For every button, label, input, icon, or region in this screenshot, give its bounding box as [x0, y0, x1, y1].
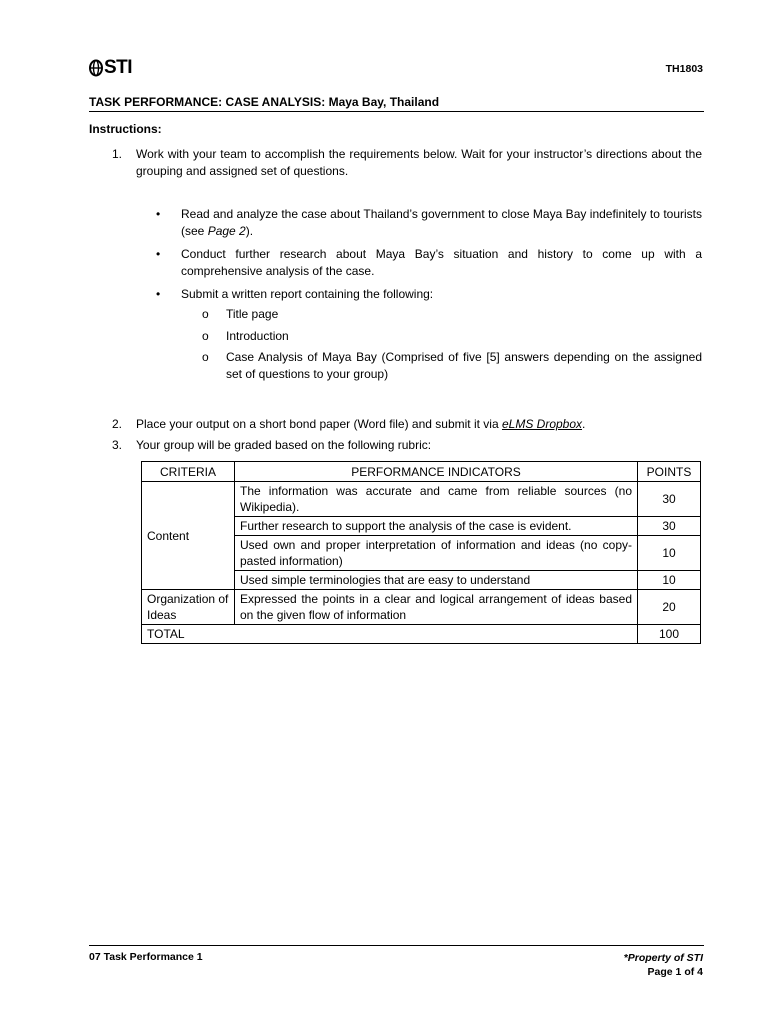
instruction-item-2 — [112, 416, 702, 433]
logo-text: STI — [104, 57, 133, 78]
sub-bullet-glyph: o — [202, 350, 209, 364]
table-row — [142, 590, 701, 625]
item-text-part: . — [582, 417, 586, 431]
points-cell: 10 — [638, 536, 701, 571]
property-notice: *Property of STI — [623, 952, 703, 964]
rubric-table — [141, 461, 701, 644]
indicator-cell: Further research to support the analysis of the case is evident. — [235, 517, 638, 536]
bullet-item-1 — [156, 206, 702, 240]
page-number: Page 1 of 4 — [647, 966, 703, 978]
sub-item-text: Introduction — [226, 329, 289, 343]
task-title — [89, 95, 439, 109]
page-reference: Page 2 — [207, 224, 246, 238]
instruction-item-3 — [112, 437, 702, 454]
bullet-text: Submit a written report containing the following: — [181, 287, 434, 301]
sub-item-title-page — [202, 306, 702, 323]
criteria-content: Content — [142, 482, 235, 590]
task-title-prefix: TASK PERFORMANCE: CASE ANALYSIS: — [89, 95, 329, 109]
header-performance-indicators: PERFORMANCE INDICATORS — [235, 462, 638, 482]
elms-dropbox-link[interactable]: eLMS Dropbox — [501, 417, 583, 431]
bullet-item-2 — [156, 246, 702, 280]
sub-bullet-glyph: o — [202, 329, 209, 343]
bullet-text — [181, 206, 702, 240]
header-criteria: CRITERIA — [142, 462, 235, 482]
criteria-organization: Organization of Ideas — [142, 590, 235, 625]
points-cell: 20 — [638, 590, 701, 625]
item-number: 3. — [112, 438, 123, 452]
sub-item-introduction — [202, 328, 702, 345]
bullet-glyph: • — [156, 247, 161, 261]
sub-item-text: Case Analysis of Maya Bay (Comprised of five [5] answers depending on the assigned set of questions to your group) — [226, 350, 702, 381]
sub-item-text: Title page — [226, 307, 279, 321]
rubric-header-row — [142, 462, 701, 482]
table-row — [142, 482, 701, 517]
item-text: Work with your team to accomplish the requirements below. Wait for your instructor’s directions about the grouping and assigned set of questions. — [136, 147, 702, 178]
document-code: TH1803 — [665, 63, 703, 75]
bullet-glyph: • — [156, 287, 161, 301]
sti-logo — [89, 57, 132, 79]
instruction-item-1 — [112, 146, 702, 180]
item-text: Your group will be graded based on the following rubric: — [136, 438, 432, 452]
item-number: 1. — [112, 147, 123, 161]
points-cell: 30 — [638, 482, 701, 517]
item-text-part: Place your output on a short bond paper (Word file) and submit it via — [136, 417, 502, 431]
bullet-text-part: Read and analyze the case about Thailand’s government to close Maya Bay indefinitely to tourists (see — [181, 207, 702, 238]
task-title-subject: Maya Bay, Thailand — [328, 95, 440, 109]
points-cell: 10 — [638, 571, 701, 590]
bullet-item-3 — [156, 286, 702, 303]
header-points: POINTS — [638, 462, 701, 482]
globe-icon — [89, 59, 103, 77]
points-cell: 30 — [638, 517, 701, 536]
total-points: 100 — [638, 625, 701, 644]
footer-course-label: 07 Task Performance 1 — [89, 951, 203, 963]
indicator-cell: Used own and proper interpretation of information and ideas (no copy-pasted information) — [235, 536, 638, 571]
item-text — [136, 416, 702, 433]
bullet-text-part: ). — [245, 224, 254, 238]
indicator-cell: Used simple terminologies that are easy to understand — [235, 571, 638, 590]
indicator-cell: The information was accurate and came from reliable sources (no Wikipedia). — [235, 482, 638, 517]
total-label: TOTAL — [142, 625, 638, 644]
instructions-label: Instructions: — [89, 122, 162, 136]
total-row — [142, 625, 701, 644]
item-number: 2. — [112, 417, 123, 431]
bullet-glyph: • — [156, 207, 161, 221]
indicator-cell: Expressed the points in a clear and logical arrangement of ideas based on the given flow of information — [235, 590, 638, 625]
header-divider — [89, 111, 704, 112]
footer-divider — [89, 945, 704, 946]
sub-bullet-glyph: o — [202, 307, 209, 321]
sub-item-case-analysis — [202, 349, 702, 383]
footer-right — [624, 951, 703, 979]
bullet-text: Conduct further research about Maya Bay’s situation and history to come up with a comprehensive analysis of the case. — [181, 247, 702, 278]
